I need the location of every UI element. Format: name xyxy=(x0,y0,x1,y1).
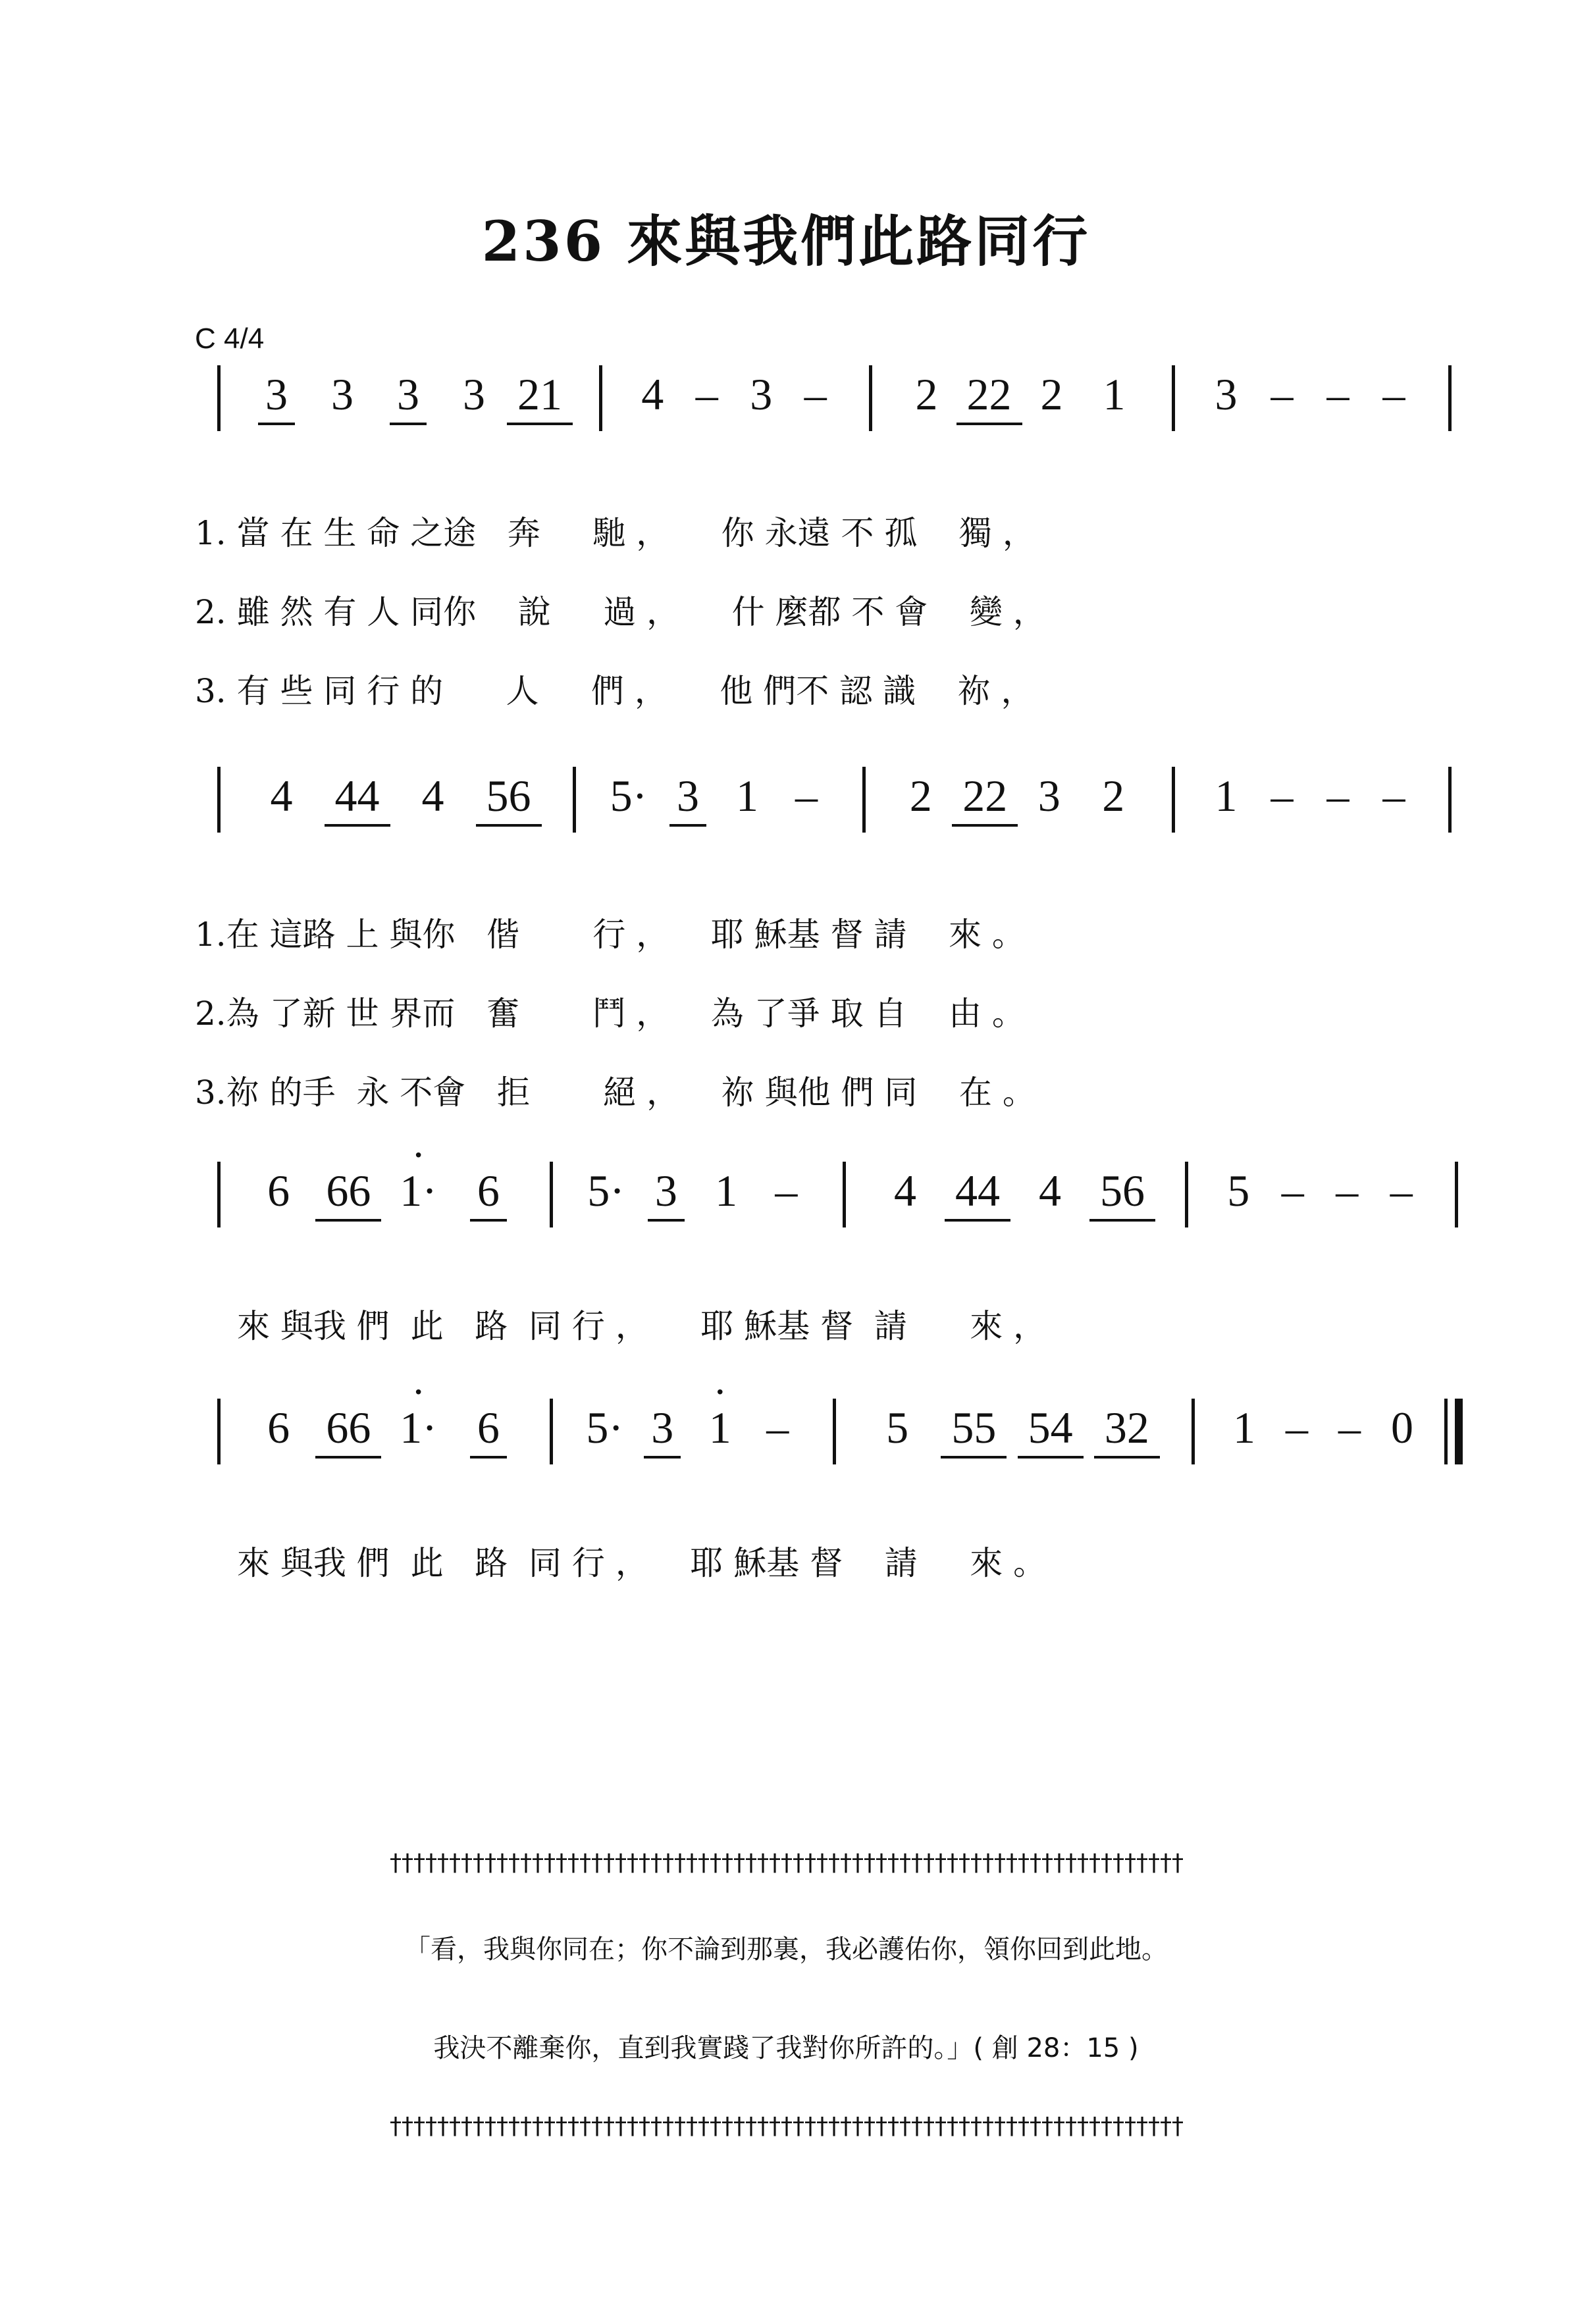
note: 4 xyxy=(421,771,444,821)
note: 4 xyxy=(894,1166,916,1216)
eighth-underline xyxy=(1089,1219,1155,1222)
eighth-underline xyxy=(258,423,295,425)
note: 3 xyxy=(1215,369,1238,419)
lyric-line: 3. 有 些 同 行 的 人 們 ， 他 們不 認 識 祢 ， xyxy=(195,672,1034,710)
barline xyxy=(217,1399,221,1464)
note: 2 xyxy=(1040,369,1063,419)
note: 44 xyxy=(334,771,380,821)
note: 2 xyxy=(1102,771,1125,821)
dash: – xyxy=(1338,1403,1361,1453)
note: 3 xyxy=(265,369,288,419)
scripture-line-1: 「看，我與你同在；你不論到那裏，我必護佑你，領你回到此地。 xyxy=(404,1934,1168,1965)
dash: – xyxy=(1382,771,1405,821)
note: 22 xyxy=(962,771,1008,821)
eighth-underline xyxy=(476,824,542,827)
dash: – xyxy=(1326,771,1349,821)
note: 3 xyxy=(750,369,773,419)
note: 3 xyxy=(1037,771,1061,821)
note: 4 xyxy=(1039,1166,1061,1216)
eighth-underline xyxy=(644,1456,681,1459)
barline xyxy=(1185,1162,1188,1227)
note: 1 xyxy=(736,771,758,821)
note: 5· xyxy=(586,1403,624,1453)
eighth-underline xyxy=(470,1219,507,1222)
note: 3 xyxy=(397,369,419,419)
eighth-underline xyxy=(470,1456,507,1459)
barline xyxy=(217,1162,221,1227)
lyric-line: 來 與我 們 此 路 同 行 ， 耶 穌基 督 請 來 。 xyxy=(237,1544,1047,1582)
dash: – xyxy=(1271,771,1294,821)
scripture-line-2: 我決不離棄你，直到我實踐了我對你所許的。」( 創 28：15 ) xyxy=(433,2033,1139,2063)
note: 22 xyxy=(966,369,1012,419)
lyric-line: 1. 當 在 生 命 之途 奔 馳 ， 你 永遠 不 孤 獨 ， xyxy=(195,514,1035,552)
note: 2 xyxy=(909,771,932,821)
note: 5· xyxy=(587,1166,625,1216)
key-time-signature: C 4/4 xyxy=(195,323,265,355)
hymn-title: 236 來與我們此路同行 xyxy=(481,209,1091,274)
barline xyxy=(843,1162,846,1227)
barline xyxy=(833,1399,836,1464)
final-barline xyxy=(1455,1399,1463,1464)
note: 56 xyxy=(486,771,531,821)
dash: – xyxy=(1326,369,1349,419)
dash: – xyxy=(1271,369,1294,419)
note: · 1 xyxy=(697,1402,743,1454)
note: 66 xyxy=(326,1166,371,1216)
note: 0 xyxy=(1391,1403,1413,1453)
note: 3 xyxy=(331,369,354,419)
eighth-underline xyxy=(1018,1456,1084,1459)
barline xyxy=(1455,1162,1458,1227)
final-barline-thin xyxy=(1444,1399,1448,1464)
dash: – xyxy=(1281,1166,1304,1216)
eighth-underline xyxy=(941,1456,1007,1459)
eighth-underline xyxy=(952,824,1018,827)
barline xyxy=(1192,1399,1195,1464)
note: 56 xyxy=(1100,1166,1145,1216)
barline xyxy=(573,767,576,833)
note: 3 xyxy=(463,369,485,419)
note: · 1· xyxy=(382,1165,455,1217)
note: 5 xyxy=(886,1403,909,1453)
dash: – xyxy=(795,771,818,821)
barline xyxy=(550,1162,553,1227)
lyric-line: 來 與我 們 此 路 同 行 ， 耶 穌基 督 請 來 ， xyxy=(237,1307,1047,1345)
eighth-underline xyxy=(945,1219,1010,1222)
note: 3 xyxy=(654,1166,677,1216)
note: 21 xyxy=(517,369,562,419)
barline xyxy=(1448,767,1452,833)
note: 3 xyxy=(677,771,699,821)
dash: – xyxy=(1390,1166,1413,1216)
barline xyxy=(1172,767,1175,833)
note: 4 xyxy=(270,771,293,821)
eighth-underline xyxy=(669,824,706,827)
note: 6 xyxy=(267,1403,290,1453)
barline xyxy=(862,767,866,833)
barline xyxy=(217,767,221,833)
lyric-line: 2. 雖 然 有 人 同你 說 過 ， 什 麼都 不 會 變 ， xyxy=(195,593,1046,631)
barline xyxy=(1172,365,1175,431)
lyric-line: 1.在 這路 上 與你 偕 行 ， 耶 穌基 督 請 來 。 xyxy=(195,916,1025,954)
note: 5· xyxy=(610,771,648,821)
cross-border-top: ††††††††††††††††††††††††††††††††††††††††††††††††††††††††††††††††††† xyxy=(390,1849,1184,1876)
barline xyxy=(550,1399,553,1464)
eighth-underline xyxy=(390,423,427,425)
note: 4 xyxy=(641,369,664,419)
note: 32 xyxy=(1104,1403,1149,1453)
barline xyxy=(1448,365,1452,431)
eighth-underline xyxy=(507,423,573,425)
barline xyxy=(869,365,872,431)
note: 54 xyxy=(1028,1403,1073,1453)
dash: – xyxy=(1382,369,1405,419)
note: 5 xyxy=(1227,1166,1250,1216)
note: 3 xyxy=(651,1403,674,1453)
dash: – xyxy=(766,1403,789,1453)
note: 6 xyxy=(477,1166,500,1216)
dash: – xyxy=(1286,1403,1308,1453)
lyric-line: 3.祢 的手 永 不會 拒 絕 ， 祢 與他 們 同 在 。 xyxy=(195,1073,1035,1112)
note: 1 xyxy=(1215,771,1238,821)
note: 6 xyxy=(477,1403,500,1453)
eighth-underline xyxy=(315,1219,381,1222)
note: 1 xyxy=(1233,1403,1255,1453)
note: 1 xyxy=(715,1166,738,1216)
note: 55 xyxy=(951,1403,997,1453)
cross-border-bottom: ††††††††††††††††††††††††††††††††††††††††††††††††††††††††††††††††††† xyxy=(390,2113,1184,2139)
note: · 1· xyxy=(382,1402,455,1454)
lyric-line: 2.為 了新 世 界而 奮 鬥 ， 為 了爭 取 自 由 。 xyxy=(195,994,1025,1033)
note: 1 xyxy=(1103,369,1126,419)
barline xyxy=(599,365,602,431)
note: 2 xyxy=(915,369,938,419)
eighth-underline xyxy=(648,1219,685,1222)
eighth-underline xyxy=(325,824,390,827)
dash: – xyxy=(804,369,827,419)
dash: – xyxy=(775,1166,798,1216)
note: 44 xyxy=(955,1166,1000,1216)
dash: – xyxy=(1336,1166,1359,1216)
dash: – xyxy=(695,369,718,419)
eighth-underline xyxy=(956,423,1022,425)
eighth-underline xyxy=(315,1456,381,1459)
note: 6 xyxy=(267,1166,290,1216)
note: 66 xyxy=(326,1403,371,1453)
barline xyxy=(217,365,221,431)
eighth-underline xyxy=(1094,1456,1160,1459)
